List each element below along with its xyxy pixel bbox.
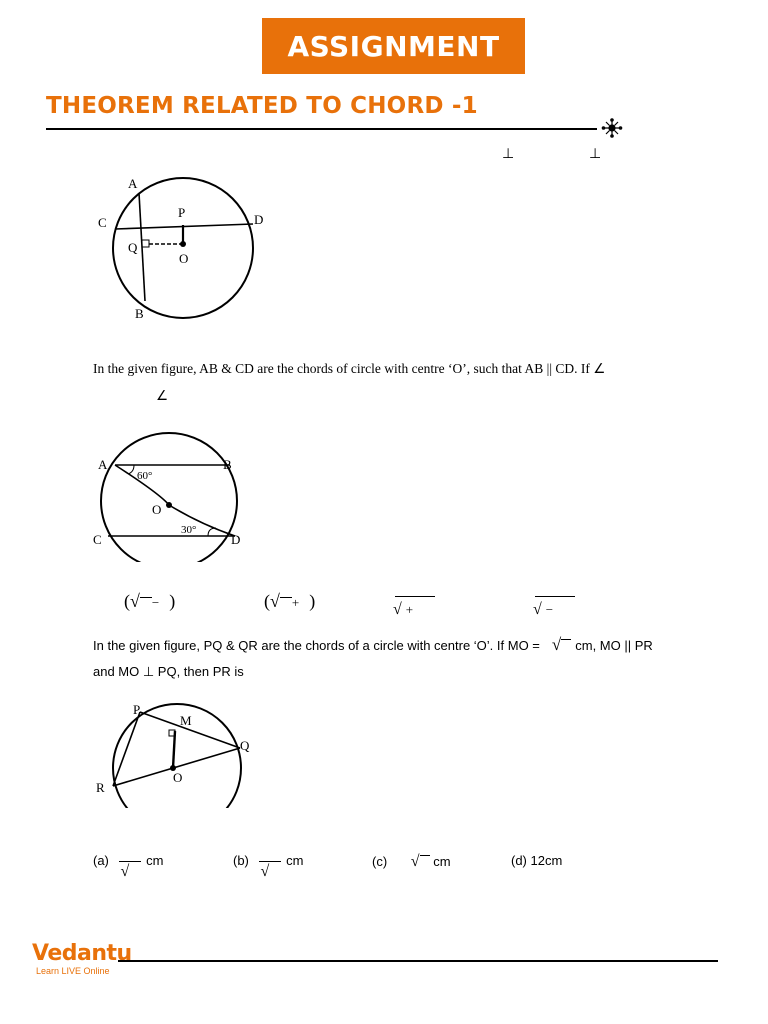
overline [140,597,152,598]
circle [101,433,237,562]
angle-60: 60° [137,470,153,482]
assignment-banner: ASSIGNMENT [262,18,525,74]
angle-30: 30° [181,524,197,536]
option-1-a: (√ − ) [124,591,176,611]
option-2-a: (a) √ cm [93,853,164,880]
chord-ad [115,465,235,536]
label-o: O [173,770,183,785]
label-o: O [179,251,189,266]
label-b: B [223,457,232,472]
perpendicular-symbol: ⊥ [589,147,602,162]
page-title: THEOREM RELATED TO CHORD -1 [46,93,478,119]
angle-symbol: ∠ [156,388,169,403]
chord-pr [113,712,140,786]
label-p: P [178,205,186,220]
figure-2-parallel-chords [90,432,260,562]
label-a: A [128,176,138,191]
vedantu-logo: Vedantu [32,941,132,966]
label-p: P [133,702,141,717]
option-2-d: (d) 12cm [511,853,563,868]
centre-point [166,502,172,508]
label-r: R [96,780,105,795]
label-d: D [231,532,241,547]
fleuron-icon [600,117,624,139]
fraction-bar [119,861,141,862]
question-2-text: In the given figure, PQ & QR are the chords of a circle with centre ‘O’. If MO = √ cm, MO || PR [93,635,653,654]
label-b: B [135,306,144,321]
label-c: C [93,532,102,547]
option-2-b: (b) √ cm [233,853,304,880]
label-q: Q [240,738,250,753]
fraction-bar [535,596,575,597]
right-angle-marker [142,240,149,247]
label-a: A [98,457,108,472]
label-d: D [254,212,264,227]
segment-mo [173,731,175,768]
circle [113,704,241,808]
overline [280,597,292,598]
vedantu-tagline: Learn LIVE Online [36,966,110,976]
label-m: M [180,713,192,728]
fraction-bar [395,596,435,597]
centre-point [180,241,186,247]
figure-1-circle-chords [90,170,280,330]
perpendicular-symbol: ⊥ [502,147,515,162]
option-1-c: √ + [393,593,413,619]
option-2-c: (c) √ cm [372,853,451,870]
footer-rule [118,960,718,962]
figure-3-circle-chords [90,698,260,808]
label-q: Q [128,240,138,255]
question-2-line-2: and MO ⊥ PQ, then PR is [93,664,244,679]
option-1-d: √ − [533,593,553,619]
label-c: C [98,215,107,230]
label-o: O [152,502,162,517]
fraction-bar [259,861,281,862]
option-1-b: (√ + ) [264,591,316,611]
question-1-text: In the given figure, AB & CD are the chords of circle with centre ‘O’, such that AB || CD. If ∠ [93,361,606,376]
angle-arc-a [128,465,134,474]
title-underline [46,128,597,130]
